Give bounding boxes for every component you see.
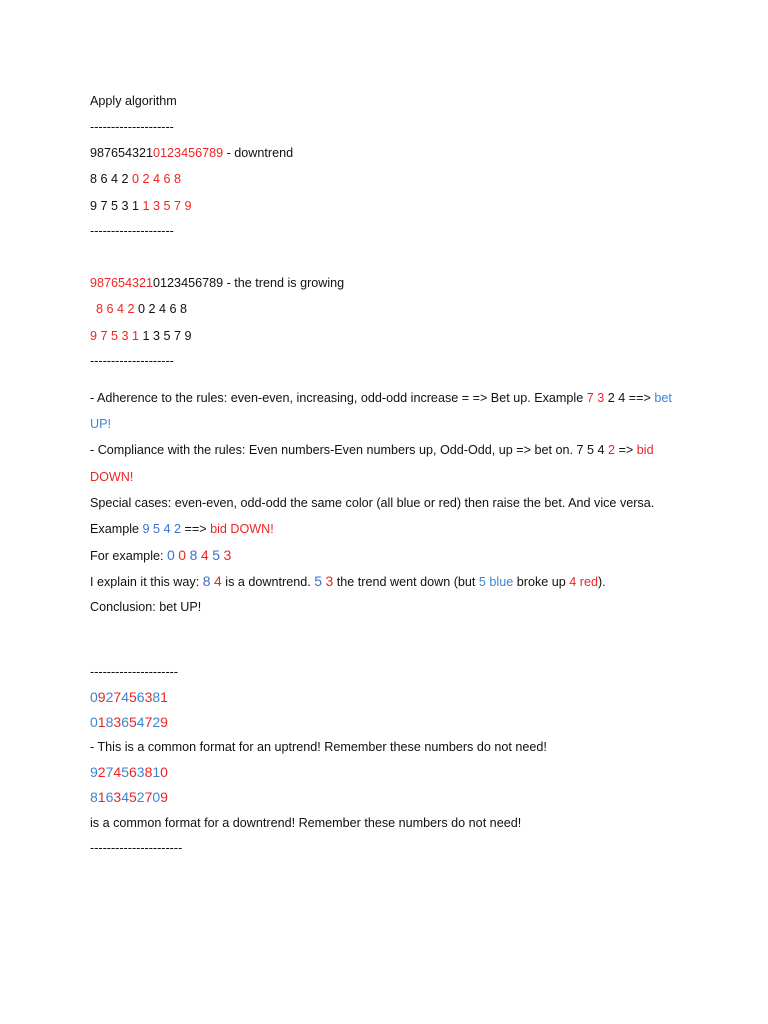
separator: --------------------- bbox=[90, 665, 179, 679]
red-segment: 4 red bbox=[569, 575, 598, 589]
downtrend-line-3 bbox=[90, 197, 192, 215]
sequence-digit: 9 bbox=[90, 764, 98, 780]
digit-red: 3 bbox=[223, 547, 232, 563]
red-segment: 2 bbox=[608, 443, 616, 457]
sequence-digit: 0 bbox=[152, 789, 161, 805]
sequence-digit: 6 bbox=[128, 764, 137, 780]
sequence-digit: 9 bbox=[160, 714, 168, 730]
digit-blue: 8 bbox=[189, 547, 198, 563]
digit-red: 4 bbox=[200, 547, 209, 563]
digit-blue: 8 bbox=[202, 573, 211, 589]
heading-apply-algorithm: Apply algorithm bbox=[90, 94, 177, 108]
sequence-digit: 3 bbox=[113, 714, 122, 730]
blue-segment: 9 5 4 2 bbox=[142, 522, 182, 536]
sequence-digit: 7 bbox=[144, 789, 153, 805]
growing-line-3 bbox=[90, 327, 192, 345]
text-segment: the trend went down (but bbox=[333, 575, 479, 589]
sequence-digit: 3 bbox=[136, 764, 145, 780]
red-segment: 8 6 4 2 bbox=[96, 302, 135, 316]
digit-red: 4 bbox=[214, 573, 222, 589]
growing-line-1 bbox=[90, 274, 344, 292]
digit-blue: 0 bbox=[167, 547, 175, 563]
sequence-digit: 8 bbox=[90, 789, 98, 805]
sequence-digit: 4 bbox=[136, 714, 145, 730]
text-segment: is a downtrend. bbox=[221, 575, 315, 589]
red-segment: bid bbox=[636, 443, 654, 457]
sequence-digit: 2 bbox=[97, 764, 106, 780]
digit-red: 0 bbox=[178, 547, 187, 563]
sequence-digit: 4 bbox=[121, 689, 129, 705]
sequence-digit: 2 bbox=[136, 789, 145, 805]
text-segment: For example: bbox=[90, 549, 167, 563]
uptrend-sequence-2 bbox=[90, 713, 168, 731]
text-segment: 2 4 ==> bbox=[604, 391, 655, 405]
sequence-digit: 5 bbox=[128, 689, 137, 705]
special-cases: Special cases: even-even, odd-odd the same color (all blue or red) then raise the bet. And vice versa. bbox=[90, 496, 655, 510]
text-segment: 9 7 5 3 1 bbox=[90, 199, 143, 213]
downtrend-sequence-2 bbox=[90, 788, 168, 806]
digit-blue: 5 bbox=[212, 547, 220, 563]
downtrend-note: is a common format for a downtrend! Remember these numbers do not need! bbox=[90, 816, 522, 830]
separator: -------------------- bbox=[90, 354, 174, 368]
downtrend-line-2 bbox=[90, 170, 181, 188]
red-segment: 1 3 5 7 9 bbox=[142, 199, 192, 213]
text-segment: Example bbox=[90, 522, 143, 536]
text-segment: - Compliance with the rules: Even numbers-Even numbers up, Odd-Odd, up => bet on. 7 5 4 bbox=[90, 443, 609, 457]
downtrend-line-1 bbox=[90, 144, 293, 162]
conclusion: Conclusion: bet UP! bbox=[90, 600, 202, 614]
text-segment: - Adherence to the rules: even-even, increasing, odd-odd increase = => Bet up. Example bbox=[90, 391, 587, 405]
text-segment: - downtrend bbox=[223, 146, 294, 160]
explanation-line bbox=[90, 572, 606, 591]
for-example-line bbox=[90, 546, 231, 565]
sequence-digit: 4 bbox=[121, 789, 129, 805]
sequence-digit: 1 bbox=[97, 789, 106, 805]
sequence-digit: 0 bbox=[90, 714, 98, 730]
uptrend-note: - This is a common format for an uptrend! Remember these numbers do not need! bbox=[90, 740, 547, 754]
sequence-digit: 9 bbox=[160, 789, 168, 805]
red-segment: 9 7 5 3 1 bbox=[90, 329, 140, 343]
sequence-digit: 7 bbox=[113, 689, 122, 705]
red-segment: bid DOWN! bbox=[210, 522, 274, 536]
sequence-digit: 3 bbox=[144, 689, 153, 705]
sequence-digit: 7 bbox=[144, 714, 153, 730]
digit-red: 3 bbox=[325, 573, 334, 589]
sequence-digit: 6 bbox=[105, 789, 114, 805]
sequence-digit: 2 bbox=[105, 689, 114, 705]
sequence-digit: 5 bbox=[128, 714, 137, 730]
text-segment: broke up bbox=[513, 575, 570, 589]
rule-adherence bbox=[90, 389, 672, 407]
sequence-digit: 0 bbox=[160, 764, 168, 780]
text-segment: ). bbox=[597, 575, 606, 589]
text-segment: 987654321 bbox=[90, 146, 154, 160]
growing-line-2 bbox=[96, 300, 187, 318]
blue-segment: 5 blue bbox=[478, 575, 514, 589]
blue-segment: bet bbox=[654, 391, 672, 405]
sequence-digit: 2 bbox=[152, 714, 161, 730]
text-segment: ==> bbox=[181, 522, 211, 536]
separator: -------------------- bbox=[90, 120, 174, 134]
text-segment: I explain it this way: bbox=[90, 575, 203, 589]
sequence-digit: 1 bbox=[160, 689, 168, 705]
red-segment: 0123456789 bbox=[153, 146, 224, 160]
rule-adherence-continued: UP! bbox=[90, 417, 111, 431]
uptrend-sequence-1 bbox=[90, 688, 168, 706]
sequence-digit: 7 bbox=[105, 764, 114, 780]
red-segment: 987654321 bbox=[90, 276, 154, 290]
sequence-digit: 3 bbox=[113, 789, 122, 805]
red-segment: 0 2 4 6 8 bbox=[132, 172, 182, 186]
downtrend-sequence-1 bbox=[90, 763, 168, 781]
text-segment: 1 3 5 7 9 bbox=[139, 329, 192, 343]
rule-compliance-continued: DOWN! bbox=[90, 470, 134, 484]
sequence-digit: 8 bbox=[105, 714, 114, 730]
sequence-digit: 5 bbox=[128, 789, 137, 805]
rule-compliance bbox=[90, 441, 654, 459]
sequence-digit: 6 bbox=[136, 689, 145, 705]
text-segment: 0 2 4 6 8 bbox=[134, 302, 188, 316]
sequence-digit: 1 bbox=[97, 714, 106, 730]
digit-blue: 5 bbox=[314, 573, 322, 589]
separator: ---------------------- bbox=[90, 841, 183, 855]
text-segment: => bbox=[615, 443, 637, 457]
text-segment: 8 6 4 2 bbox=[90, 172, 133, 186]
sequence-digit: 5 bbox=[121, 764, 129, 780]
sequence-digit: 8 bbox=[152, 689, 161, 705]
text-segment: 0123456789 - the trend is growing bbox=[153, 276, 345, 290]
sequence-digit: 0 bbox=[90, 689, 98, 705]
sequence-digit: 1 bbox=[152, 764, 161, 780]
sequence-digit: 8 bbox=[144, 764, 153, 780]
separator: -------------------- bbox=[90, 224, 174, 238]
sequence-digit: 9 bbox=[97, 689, 106, 705]
sequence-digit: 6 bbox=[121, 714, 129, 730]
example-line bbox=[90, 520, 274, 538]
sequence-digit: 4 bbox=[113, 764, 122, 780]
red-segment: 7 3 bbox=[586, 391, 605, 405]
